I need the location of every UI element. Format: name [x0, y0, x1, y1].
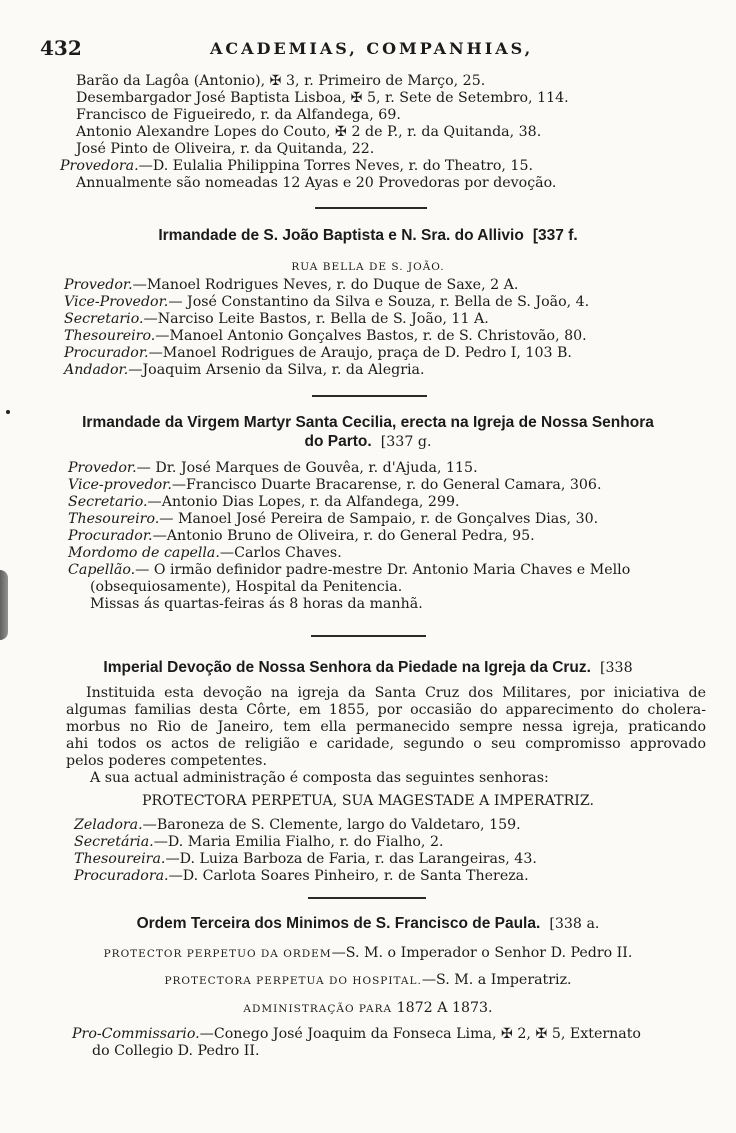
protector-line: [30, 945, 706, 963]
role-label: Thesoureiro.: [64, 328, 156, 344]
role-row: [64, 311, 489, 328]
admin-years: 1872 A 1873.: [396, 1000, 493, 1016]
provedora-entry: [60, 158, 533, 175]
role-label: Vice-provedor.: [68, 477, 172, 493]
role-row: [68, 511, 598, 528]
header-title: ACADEMIAS, COMPANHIAS,: [210, 39, 534, 58]
entry-text: — Manoel José Pereira de Sampaio, r. de Gonçalves Dias, 30.: [159, 511, 599, 527]
role-label: Provedor.: [68, 460, 137, 476]
admin-intro: A sua actual administração é composta das seguintes senhoras:: [90, 770, 549, 786]
page-number: 432: [40, 36, 82, 60]
paragraph-line: Instituida esta devoção na igreja da Santa Cruz dos Militares, por iniciativa de: [86, 685, 706, 701]
section-divider: [312, 395, 427, 397]
missas-note: Missas ás quartas-feiras ás 8 horas da manhã.: [90, 596, 423, 612]
entry-text: —D. Eulalia Philippina Torres Neves, r. do Theatro, 15.: [138, 158, 533, 174]
role-label: Pro-Commissario.: [72, 1026, 200, 1042]
role-row: [74, 817, 521, 834]
entry-continuation: do Collegio D. Pedro II.: [92, 1043, 260, 1059]
role-label: Secretario.: [64, 311, 144, 327]
section-ref: [338 a.: [549, 916, 600, 932]
section-title-text: Irmandade da Virgem Martyr Santa Cecilia, erecta na Igreja de Nossa Senhora: [82, 414, 654, 431]
role-row: [74, 834, 444, 851]
role-row: [68, 477, 601, 494]
section-title: [30, 414, 706, 432]
section-divider: [308, 897, 426, 899]
paragraph-line: morbus no Rio de Janeiro, tem ella permanecido sempre nessa igreja, praticando: [66, 719, 706, 735]
entry-text: —Manoel Rodrigues de Araujo, praça de D. Pedro I, 103 B.: [148, 345, 572, 361]
role-row: [64, 277, 518, 294]
section-divider: [315, 207, 427, 209]
admin-label: ADMINISTRAÇÃO PARA: [243, 1003, 393, 1015]
entry-text: —Francisco Duarte Bracarense, r. do General Camara, 306.: [171, 477, 602, 493]
role-label: Provedor.: [64, 277, 133, 293]
hospital-text: —S. M. a Imperatriz.: [421, 972, 572, 988]
role-label: Zeladora.: [74, 817, 143, 833]
margin-dot: [6, 410, 10, 414]
role-row: [74, 851, 537, 868]
section-divider: [311, 635, 426, 637]
role-row: [68, 562, 630, 579]
role-row: [64, 345, 572, 362]
role-label: Mordomo de capella.: [68, 545, 220, 561]
section-title-text: do Parto.: [304, 433, 372, 450]
role-label: Procuradora.: [74, 868, 169, 884]
role-label: Secretario.: [68, 494, 148, 510]
section-title-text: Irmandade de S. João Baptista e N. Sra. do Allivio: [158, 227, 524, 244]
role-row: [64, 328, 587, 345]
annual-note: Annualmente são nomeadas 12 Ayas e 20 Provedoras por devoção.: [76, 175, 557, 191]
entry-text: —Baroneza de S. Clemente, largo do Valdetaro, 159.: [142, 817, 521, 833]
entry-text: —Antonio Bruno de Oliveira, r. do General Pedra, 95.: [152, 528, 535, 544]
entry-text: —Joaquim Arsenio da Silva, r. da Alegria.: [128, 362, 425, 378]
section-ref: [338: [599, 660, 633, 676]
role-row: [64, 294, 589, 311]
protector-label: PROTECTOR PERPETUO DA ORDEM: [103, 948, 332, 960]
list-item: José Pinto de Oliveira, r. da Quitanda, 22.: [76, 141, 375, 157]
section-title: [30, 915, 706, 933]
protectora-heading: PROTECTORA PERPETUA, SUA MAGESTADE A IMPERATRIZ.: [142, 793, 594, 809]
list-item: Barão da Lagôa (Antonio), ✠ 3, r. Primeiro de Março, 25.: [76, 73, 486, 89]
role-label: Vice-Provedor.: [64, 294, 169, 310]
role-row: [68, 528, 535, 545]
paragraph-line: ahi todos os actos de religião e caridade, segundo o seu compromisso approvado: [66, 736, 706, 752]
role-label: Procurador.: [68, 528, 153, 544]
street-heading: RUA BELLA DE S. JOÃO.: [291, 261, 445, 273]
role-label: Procurador.: [64, 345, 149, 361]
hospital-line: [30, 972, 706, 990]
paragraph-line: algumas familias desta Côrte, em 1855, por occasião do apparecimento do cholera-: [66, 702, 706, 718]
section-ref: [337 f.: [532, 227, 578, 244]
role-label: Andador.: [64, 362, 129, 378]
role-row: [68, 460, 478, 477]
entry-text: —Conego José Joaquim da Fonseca Lima, ✠ 2, ✠ 5, Externato: [199, 1026, 641, 1042]
role-row: [72, 1026, 641, 1043]
entry-text: —D. Maria Emilia Fialho, r. do Fialho, 2.: [153, 834, 444, 850]
entry-text: —D. Carlota Soares Pinheiro, r. de Santa Thereza.: [168, 868, 529, 884]
role-row: [68, 545, 342, 562]
role-row: [64, 362, 425, 379]
entry-text: —Manoel Rodrigues Neves, r. do Duque de Saxe, 2 A.: [132, 277, 519, 293]
paragraph-line: pelos poderes competentes.: [66, 753, 267, 769]
role-row: [74, 868, 529, 885]
entry-text: —Antonio Dias Lopes, r. da Alfandega, 299.: [147, 494, 460, 510]
list-item: Desembargador José Baptista Lisboa, ✠ 5, r. Sete de Setembro, 114.: [76, 90, 569, 106]
list-item: Francisco de Figueiredo, r. da Alfandega, 69.: [76, 107, 401, 123]
binding-mark: [0, 570, 8, 640]
section-title-cont: [30, 433, 706, 451]
entry-text: — José Constantino da Silva e Souza, r. Bella de S. João, 4.: [168, 294, 590, 310]
hospital-label: PROTECTORA PERPETUA DO HOSPITAL.: [164, 975, 422, 987]
entry-text: —Carlos Chaves.: [219, 545, 342, 561]
role-label: Thesoureiro.: [68, 511, 160, 527]
admin-years-line: [30, 1000, 706, 1018]
role-label: Provedora.: [60, 158, 139, 174]
list-item: Antonio Alexandre Lopes do Couto, ✠ 2 de P., r. da Quitanda, 38.: [76, 124, 542, 140]
role-label: Secretária.: [74, 834, 154, 850]
entry-text: —Narciso Leite Bastos, r. Bella de S. João, 11 A.: [143, 311, 489, 327]
section-title-text: Ordem Terceira dos Minimos de S. Francisco de Paula.: [136, 915, 541, 932]
section-title: [30, 659, 706, 677]
role-row: [68, 494, 460, 511]
running-header: [40, 36, 706, 62]
entry-continuation: (obsequiosamente), Hospital da Penitencia.: [90, 579, 403, 595]
role-label: Capellão.: [68, 562, 136, 578]
role-label: Thesoureira.: [74, 851, 166, 867]
section-ref: [337 g.: [380, 434, 432, 450]
entry-text: —Manoel Antonio Gonçalves Bastos, r. de S. Christovão, 80.: [155, 328, 587, 344]
section-title: [30, 227, 706, 245]
protector-text: —S. M. o Imperador o Senhor D. Pedro II.: [331, 945, 633, 961]
entry-text: —D. Luiza Barboza de Faria, r. das Larangeiras, 43.: [165, 851, 537, 867]
entry-text: — Dr. José Marques de Gouvêa, r. d'Ajuda, 115.: [136, 460, 478, 476]
entry-text: — O irmão definidor padre-mestre Dr. Antonio Maria Chaves e Mello: [135, 562, 631, 578]
section-title-text: Imperial Devoção de Nossa Senhora da Piedade na Igreja da Cruz.: [103, 659, 591, 676]
